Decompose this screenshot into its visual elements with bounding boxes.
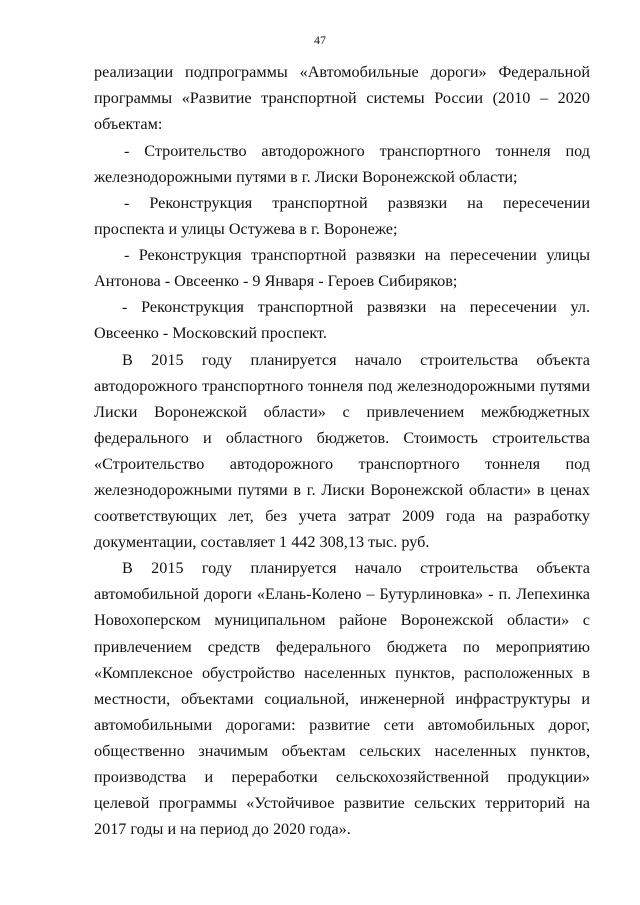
list-item-line: - Реконструкция транспортной развязки на пересечении ул. (122, 298, 590, 316)
paragraph-line: 2017 годы и на период до 2020 года». (94, 820, 351, 838)
paragraph-line: В 2015 году планируется начало строительства объекта (122, 351, 590, 369)
paragraph-line: «Строительство автодорожного транспортного тоннеля под (94, 455, 590, 473)
list-item-line: - Реконструкция транспортной развязки на пересечении улицы (124, 246, 590, 264)
paragraph-line: местности, объектами социальной, инженерной инфраструктуры и (94, 690, 590, 708)
paragraph-line: привлечением средств федерального бюджета по мероприятию (94, 638, 590, 656)
page-number: 47 (314, 33, 326, 47)
list-item-line: - Реконструкция транспортной развязки на пересечении (124, 194, 590, 212)
text-line: программы «Развитие транспортной системы России (2010 – 2020 (94, 89, 590, 107)
list-item-line: железнодорожными путями в г. Лиски Воронежской области; (94, 168, 518, 186)
paragraph-line: автодорожного транспортного тоннеля под железнодорожными путями (94, 377, 590, 395)
list-item-line: проспекта и улицы Остужева в г. Воронеже; (94, 220, 398, 238)
paragraph-line: производства и переработки сельскохозяйственной продукции» (94, 768, 590, 786)
paragraph-line: документации, составляет 1 442 308,13 тыс. руб. (94, 533, 430, 551)
list-item-line: Овсеенко - Московский проспект. (94, 324, 327, 342)
paragraph-line: автомобильными дорогами: развитие сети автомобильных дорог, (94, 716, 590, 734)
text-line: реализации подпрограммы «Автомобильные дороги» Федеральной (94, 63, 590, 81)
paragraph-line: Новохоперском муниципальном районе Воронежской области» с (94, 611, 590, 629)
list-item-line: - Строительство автодорожного транспортного тоннеля под (124, 142, 590, 160)
text-line: объектам: (94, 115, 163, 133)
paragraph-line: Лиски Воронежской области» с привлечением межбюджетных (94, 403, 590, 421)
paragraph-line: автомобильной дороги «Елань-Колено – Бутурлиновка» - п. Лепехинка (94, 585, 590, 603)
paragraph-line: федерального и областного бюджетов. Стоимость строительства (94, 429, 590, 447)
paragraph-line: общественно значимым объектам сельских населенных пунктов, (94, 742, 590, 760)
paragraph-line: железнодорожными путями в г. Лиски Воронежской области» в ценах (94, 481, 590, 499)
paragraph-line: «Комплексное обустройство населенных пунктов, расположенных в (94, 664, 590, 682)
list-item-line: Антонова - Овсеенко - 9 Января - Героев Сибиряков; (94, 272, 458, 290)
paragraph-line: соответствующих лет, без учета затрат 2009 года на разработку (94, 507, 590, 525)
paragraph-line: В 2015 году планируется начало строительства объекта (122, 559, 590, 577)
paragraph-line: целевой программы «Устойчивое развитие сельских территорий на (94, 794, 590, 812)
